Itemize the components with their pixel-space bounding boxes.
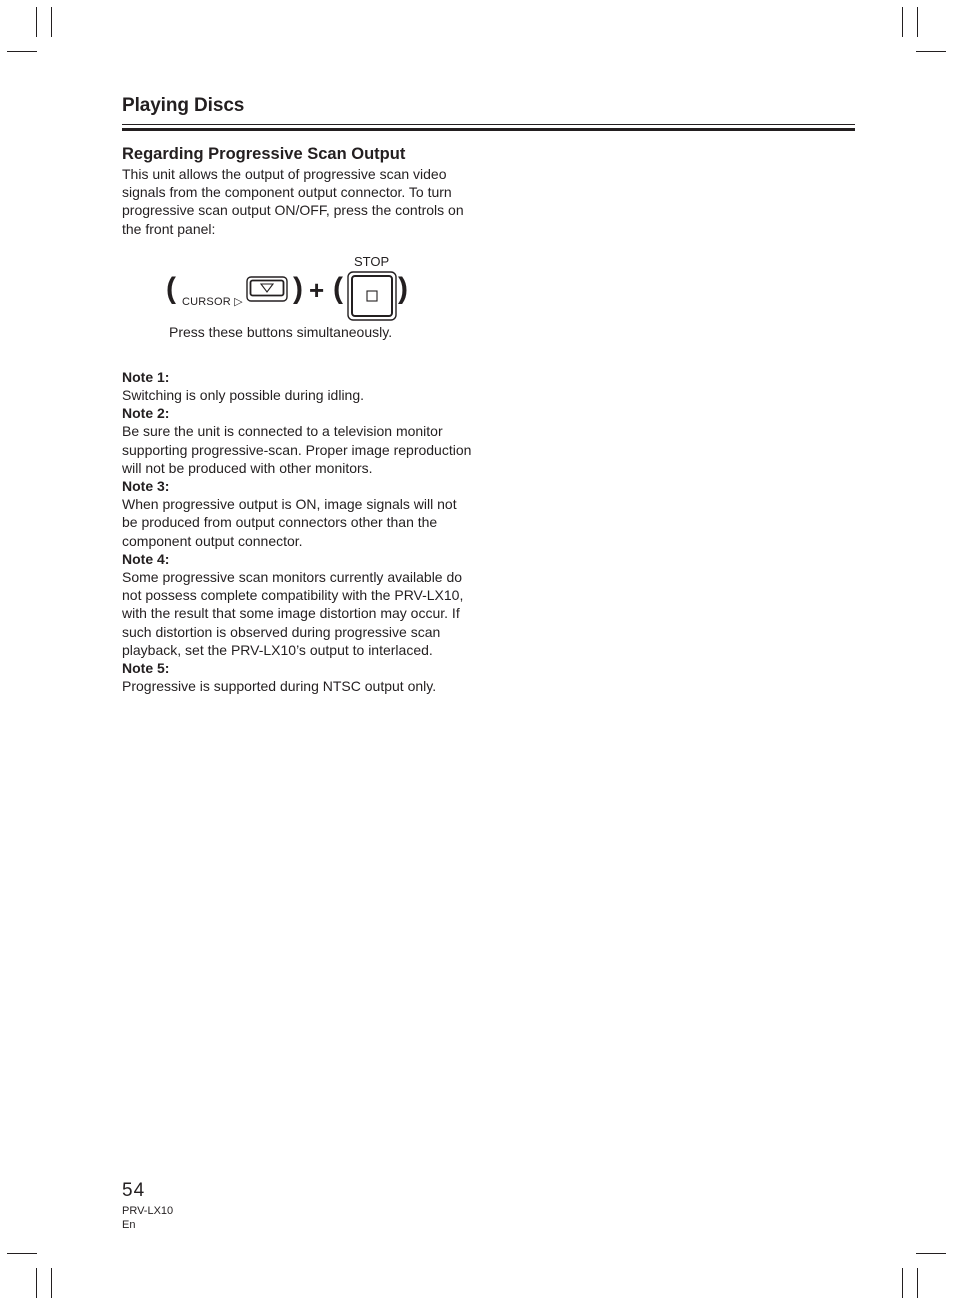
note-text: Progressive is supported during NTSC output only. — [122, 678, 437, 695]
section-title: Playing Discs — [122, 95, 245, 116]
notes-list — [122, 368, 474, 696]
intro-paragraph: This unit allows the output of progressive scan video signals from the component output connector. To turn progressive scan output ON/OFF, press the controls on the front panel: — [122, 166, 464, 237]
close-paren: ) — [398, 271, 408, 305]
sub-heading: Regarding Progressive Scan Output — [122, 145, 406, 163]
header-rule-thick — [122, 128, 855, 131]
crop-mark — [902, 7, 903, 37]
open-paren: ( — [166, 271, 176, 305]
note-title: Note 2: — [122, 405, 170, 422]
note-text: Switching is only possible during idling. — [122, 387, 365, 404]
stop-button-icon — [347, 271, 397, 321]
page-number: 54 — [122, 1180, 146, 1201]
note-title: Note 4: — [122, 550, 170, 567]
crop-mark — [916, 51, 946, 52]
main-content — [122, 144, 474, 695]
crop-mark — [36, 1268, 37, 1298]
crop-mark — [36, 7, 37, 37]
crop-mark — [917, 1268, 918, 1298]
note-title: Note 3: — [122, 478, 170, 495]
header-rule-thin — [122, 124, 855, 125]
note-title: Note 5: — [122, 660, 170, 677]
stop-label: STOP — [354, 253, 390, 269]
cursor-down-button-icon — [246, 276, 288, 302]
cursor-label: CURSOR ▷ — [182, 295, 243, 308]
note-text: Some progressive scan monitors currently available do not possess complete compatibility with the PRV-LX10, with the result that some image distortion may occur. If such distortion is observed during progressive scan playback, set the PRV-LX10’s output to interlaced. — [122, 569, 464, 658]
button-diagram — [122, 250, 474, 368]
crop-mark — [902, 1268, 903, 1298]
note-text: Be sure the unit is connected to a television monitor supporting progressive-scan. Proper image reproduction will not be produced with other monitors. — [122, 423, 472, 476]
crop-mark — [916, 1253, 946, 1254]
crop-mark — [917, 7, 918, 37]
crop-mark — [7, 1253, 37, 1254]
note-text: When progressive output is ON, image signals will not be produced from output connectors other than the component output connector. — [122, 496, 457, 549]
close-paren: ) — [293, 271, 303, 305]
crop-mark — [7, 51, 37, 52]
model-name: PRV-LX10 — [122, 1205, 174, 1217]
model-info — [122, 1204, 173, 1232]
language-code: En — [122, 1219, 136, 1231]
plus-sign: + — [309, 274, 325, 305]
note-title: Note 1: — [122, 368, 170, 385]
open-paren: ( — [333, 271, 343, 305]
crop-mark — [51, 7, 52, 37]
crop-mark — [51, 1268, 52, 1298]
diagram-caption: Press these buttons simultaneously. — [169, 323, 393, 340]
